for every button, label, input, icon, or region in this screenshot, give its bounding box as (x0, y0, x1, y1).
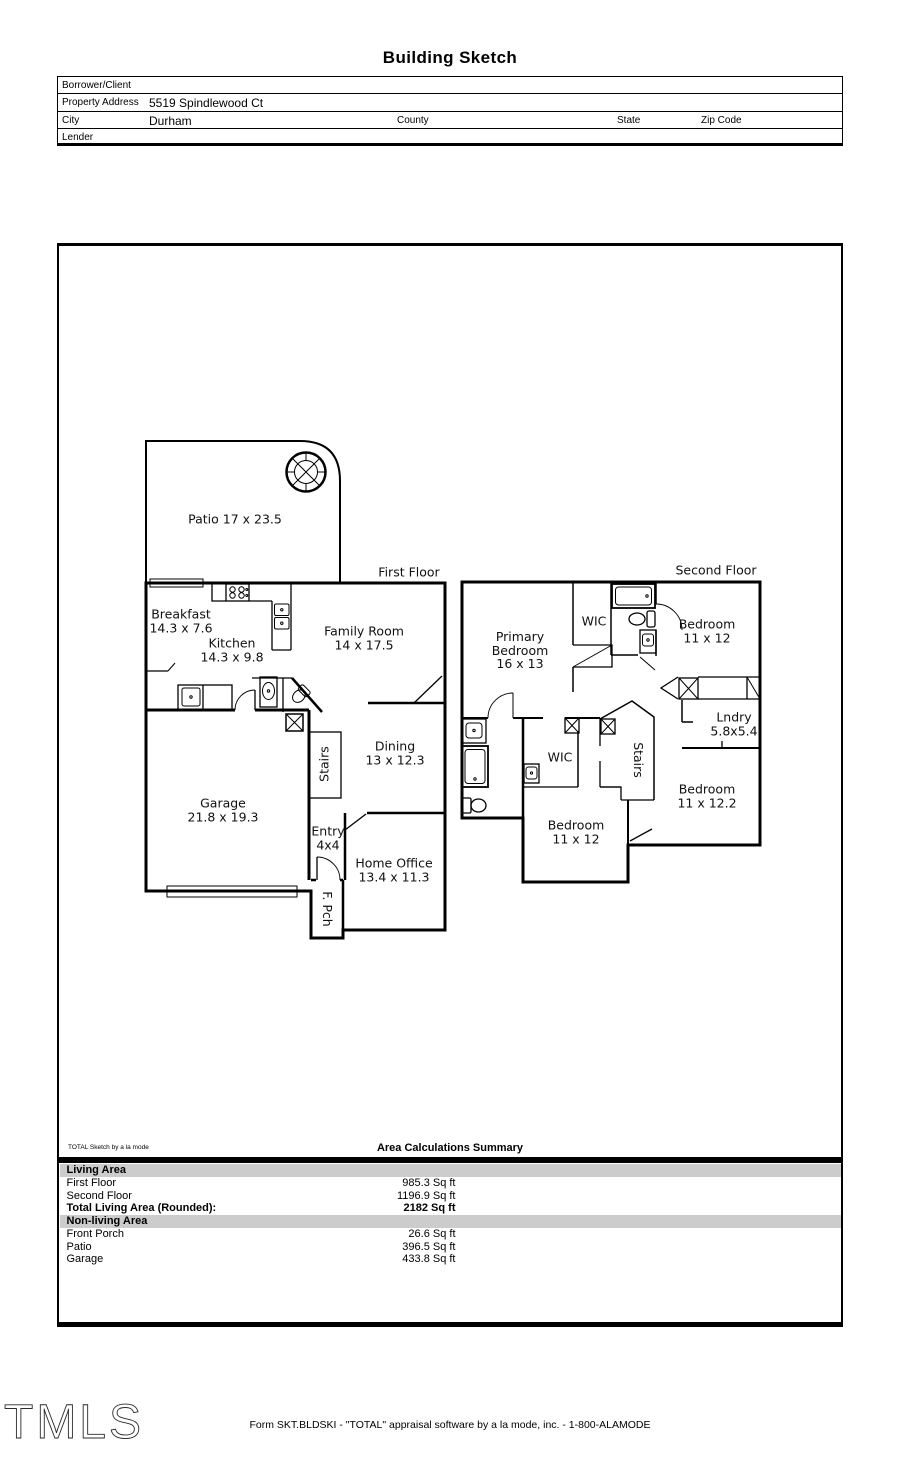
room-label-breakfast (149, 608, 212, 635)
summary-total-row (60, 1202, 841, 1215)
summary-row (60, 1253, 841, 1266)
room-name: Entry (311, 823, 345, 839)
room-name: Bedroom (491, 642, 549, 658)
room-size: 14 x 17.5 (334, 637, 394, 652)
room-name: Lndry (716, 709, 752, 725)
room-label-kitchen (200, 637, 263, 664)
lender-label: Lender (62, 131, 94, 143)
room-name: Dining (374, 738, 416, 754)
room-label-laundry (710, 711, 757, 738)
row-value: 2182 Sq ft (403, 1202, 456, 1214)
wic-sink-icon (524, 764, 539, 783)
room-size: 21.8 x 19.3 (187, 809, 259, 824)
toilet-icon (462, 798, 486, 813)
summary-row (60, 1190, 841, 1203)
row-value: 1196.9 Sq ft (396, 1189, 456, 1202)
room-name: Family Room (324, 623, 404, 639)
room-size: 4x4 (316, 837, 340, 852)
room-size: 13.4 x 11.3 (358, 869, 430, 884)
room-label-entry (311, 825, 344, 852)
row-value: 396.5 Sq ft (402, 1240, 456, 1253)
room-size: 14.3 x 9.8 (200, 649, 264, 664)
room-name: Bedroom (547, 817, 605, 833)
row-label: Total Living Area (Rounded): (66, 1202, 217, 1214)
room-name: Garage (200, 795, 246, 811)
summary-row (60, 1228, 841, 1241)
zip-label: Zip Code (701, 114, 742, 126)
room-size: 11 x 12.2 (677, 795, 737, 810)
borrower-label: Borrower/Client (62, 80, 131, 91)
bath-sink-icon (640, 630, 656, 653)
room-label-family-room (324, 625, 404, 652)
room-size: 11 x 12 (552, 831, 600, 846)
room-label-bedroom-bottom-right (677, 783, 736, 810)
bathtub-icon (612, 584, 655, 608)
second-floor-title: Second Floor (675, 562, 757, 578)
summary-row (60, 1241, 841, 1254)
summary-divider (57, 1157, 843, 1163)
room-label-stairs-first: Stairs (316, 746, 332, 782)
row-value: 433.8 Sq ft (402, 1253, 456, 1265)
room-label-wic-lower: WIC (547, 749, 573, 765)
room-size: 13 x 12.3 (365, 752, 425, 767)
row-value: 985.3 Sq ft (402, 1177, 456, 1189)
toilet-icon (629, 611, 655, 627)
room-label-primary-bedroom (492, 630, 549, 671)
property-address-value: 5519 Spindlewood Ct (149, 96, 264, 111)
room-label-wic-upper: WIC (581, 613, 607, 629)
city-value: Durham (149, 113, 192, 128)
county-label: County (397, 114, 429, 126)
room-label-stairs-second: Stairs (630, 742, 646, 778)
room-size: 14.3 x 7.6 (149, 620, 213, 635)
city-label: City (62, 114, 80, 126)
row-value: 26.6 Sq ft (408, 1228, 456, 1240)
row-label: First Floor (66, 1177, 116, 1189)
room-name: Bedroom (678, 616, 736, 632)
room-name: Bedroom (678, 781, 736, 797)
stove-icon (226, 584, 249, 601)
room-label-bedroom-bottom-left (548, 819, 605, 846)
bathtub-icon (462, 746, 488, 787)
room-size: 11 x 12 (683, 630, 731, 645)
room-label-patio: Patio 17 x 23.5 (188, 511, 282, 527)
room-label-front-porch: F. Pch (319, 891, 335, 927)
room-name: Home Office (355, 855, 433, 871)
closet-x-icon (679, 678, 698, 699)
closet-x-icon (565, 718, 579, 733)
room-label-dining (365, 740, 424, 767)
summary-title: Area Calculations Summary (376, 1142, 524, 1154)
refrigerator-icon (275, 604, 290, 629)
row-label: Second Floor (66, 1189, 132, 1202)
property-address-label: Property Address (62, 97, 139, 109)
room-name: Breakfast (151, 606, 211, 622)
room-label-bedroom-top-right (679, 618, 736, 645)
living-area-header: Living Area (60, 1164, 841, 1177)
utility-sink-icon (178, 685, 232, 710)
first-floor-title: First Floor (378, 564, 440, 580)
room-label-home-office (355, 857, 432, 884)
room-size: 16 x 13 (496, 655, 544, 671)
patio-table-icon (287, 453, 326, 492)
half-bath-sink-icon (260, 677, 277, 707)
room-name: Primary (495, 628, 545, 644)
row-label: Garage (66, 1253, 104, 1265)
closet-x-icon (286, 714, 303, 731)
closet-x-icon (601, 719, 615, 734)
page-title: Building Sketch (382, 48, 518, 67)
vanity-sink-icon (462, 719, 486, 743)
row-label: Front Porch (66, 1228, 124, 1240)
state-label: State (617, 114, 641, 126)
footer-form-line: Form SKT.BLDSKI - "TOTAL" appraisal software by a la mode, inc. - 1-800-ALAMODE (249, 1419, 651, 1431)
tmls-logo: TMLS (4, 1396, 145, 1449)
summary-row (60, 1177, 841, 1190)
row-label: Patio (66, 1240, 92, 1253)
room-size: 5.8x5.4 (710, 723, 758, 738)
nonliving-area-header: Non-living Area (60, 1215, 841, 1228)
sketch-attribution: TOTAL Sketch by a la mode (68, 1144, 149, 1151)
room-label-garage (187, 797, 258, 824)
room-name: Kitchen (208, 635, 256, 651)
